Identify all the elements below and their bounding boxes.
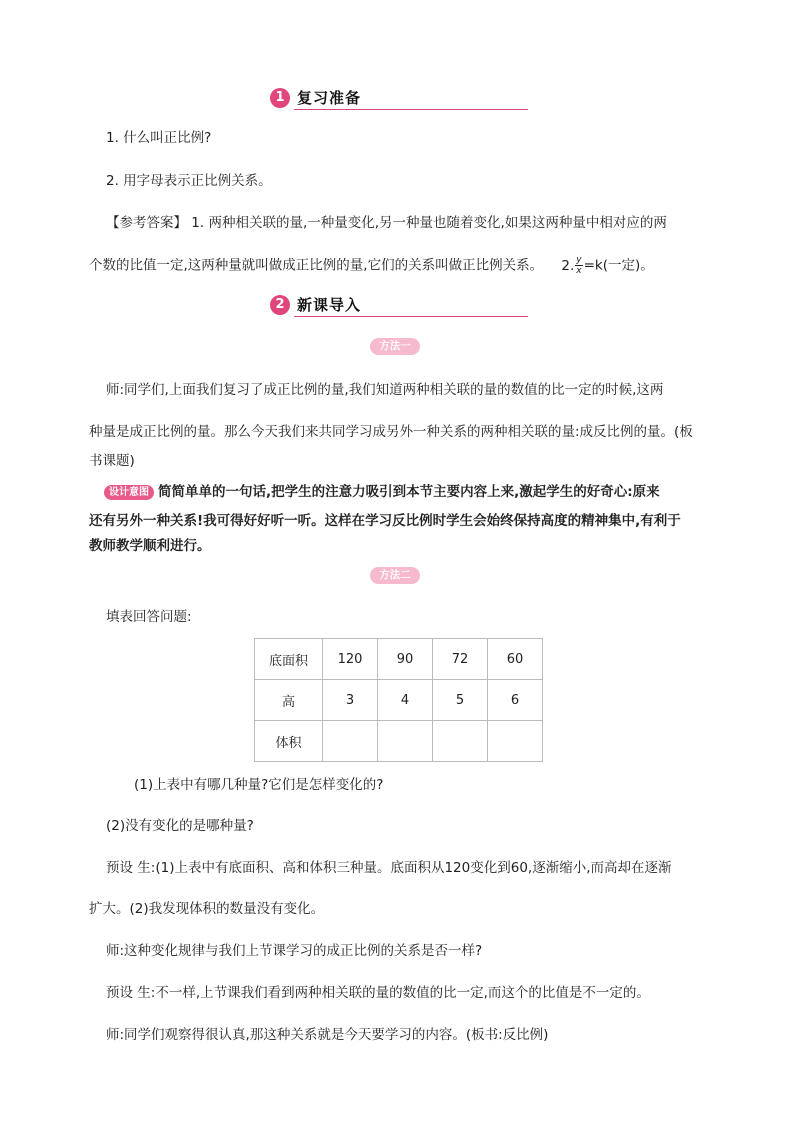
answer-line-1: 【参考答案】 1. 两种相关联的量,一种量变化,另一种量也随着变化,如果这两种量中相对应的两 [106,215,667,231]
design-intent-line-1 [104,482,660,502]
method-one-tag: 方法一 [370,338,420,355]
section-number-badge: 1 [270,88,290,108]
table-cell: 120 [323,639,378,680]
preset-answer-2: 预设 生:不一样,上节课我们看到两种相关联的量的数值的比一定,而这个的比值是不一定的。 [106,985,650,1001]
table-cell: 3 [323,680,378,721]
answer-line-2 [89,255,654,276]
design-intent-tag: 设计意图 [104,485,154,500]
fraction-numerator: y [576,255,582,265]
row-header-volume: 体积 [255,721,323,762]
section-title: 新课导入 [297,296,362,314]
section-header-review [270,86,528,110]
section-underline [294,316,528,317]
table-cell: 4 [378,680,433,721]
review-question-1: 1. 什么叫正比例? [106,130,212,146]
fill-table-intro: 填表回答问题: [106,609,192,625]
fraction-y-over-x [575,255,582,276]
table-question-2: (2)没有变化的是哪种量? [106,818,254,834]
answer-formula-prefix: 2. [561,257,575,274]
section-underline [294,109,528,110]
row-header-height: 高 [255,680,323,721]
method-two-tag: 方法二 [370,567,420,584]
design-intent-line-3: 教师教学顺利进行。 [89,538,211,554]
section-number-badge: 2 [270,295,290,315]
table-question-1: (1)上表中有哪几种量?它们是怎样变化的? [134,777,384,793]
table-cell: 5 [433,680,488,721]
table-cell: 90 [378,639,433,680]
preset-answer-1-line-1: 预设 生:(1)上表中有底面积、高和体积三种量。底面积从120变化到60,逐渐缩小,而高却在逐渐 [106,860,672,876]
data-table [254,638,543,762]
table-cell-empty[interactable] [378,721,433,762]
answer-formula-suffix: =k(一定)。 [583,257,654,274]
fraction-denominator: x [576,266,582,276]
review-question-2: 2. 用字母表示正比例关系。 [106,173,272,189]
table-row [255,680,543,721]
method1-line-2: 种量是成正比例的量。那么今天我们来共同学习成另外一种关系的两种相关联的量:成反比例的量。(板 [89,424,693,440]
table-cell-empty[interactable] [488,721,543,762]
section-header-intro [270,293,528,317]
table-cell: 72 [433,639,488,680]
answer-line-2-text: 个数的比值一定,这两种量就叫做成正比例的量,它们的关系叫做正比例关系。 [89,257,544,274]
table-cell-empty[interactable] [433,721,488,762]
section-title: 复习准备 [297,89,362,107]
row-header-base-area: 底面积 [255,639,323,680]
method1-line-1: 师:同学们,上面我们复习了成正比例的量,我们知道两种相关联的量的数值的比一定的时候,这两 [106,382,664,398]
table-cell-empty[interactable] [323,721,378,762]
design-intent-line-2: 还有另外一种关系!我可得好好听一听。这样在学习反比例时学生会始终保持高度的精神集中,有利于 [89,513,681,529]
table-row [255,721,543,762]
preset-answer-1-line-2: 扩大。(2)我发现体积的数量没有变化。 [89,901,325,917]
teacher-conclusion: 师:同学们观察得很认真,那这种关系就是今天要学习的内容。(板书:反比例) [106,1027,549,1043]
table-cell: 6 [488,680,543,721]
table-cell: 60 [488,639,543,680]
table-row [255,639,543,680]
method1-line-3: 书课题) [89,453,135,469]
teacher-question: 师:这种变化规律与我们上节课学习的成正比例的关系是否一样? [106,943,483,959]
design-intent-text: 简简单单的一句话,把学生的注意力吸引到本节主要内容上来,激起学生的好奇心:原来 [158,484,660,500]
